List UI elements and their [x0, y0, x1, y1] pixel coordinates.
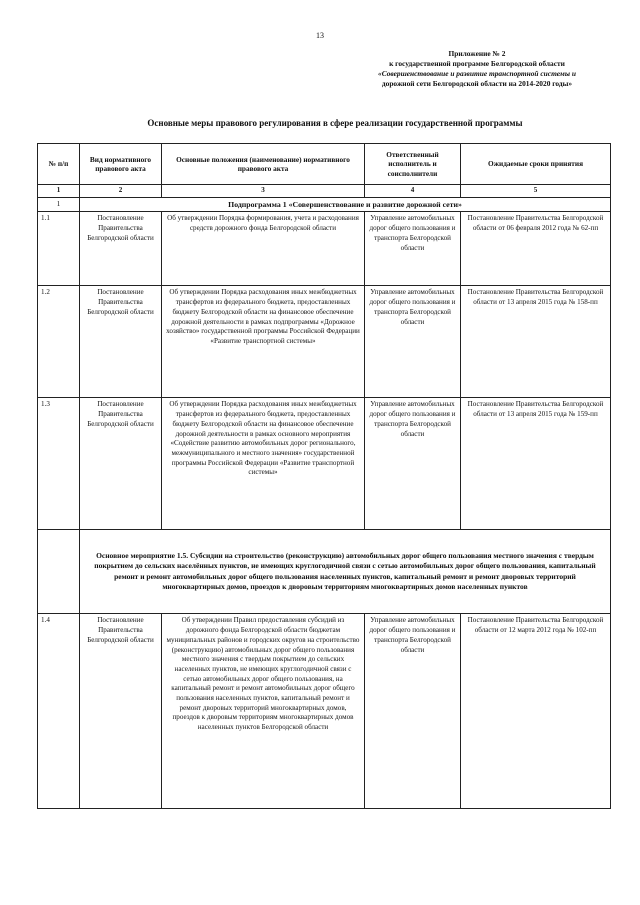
measure-row [38, 530, 611, 614]
header-content: Основные положения (наименование) нормативного правового акта [162, 144, 365, 185]
deadline: Постановление Правительства Белгородской области от 13 апреля 2015 года № 158-пп [461, 286, 611, 398]
header-executor: Ответственный исполнитель и соисполнители [365, 144, 461, 185]
measure-title: Основное мероприятие 1.5. Субсидии на строительство (реконструкцию) автомобильных дорог общего пользования местного значения с твердым покрытием до сельских населённых пунктов, не имеющих круглогодичной связи с сетью автомобильных дорог общего пользования, капитальный ремонт и ремонт автомобильных дорог общего пользования населенных пунктов, капитальный ремонт и ремонт дворовых территорий многоквартирных домов, проездов к дворовым территориям многоквартирных домов населенных пунктов [80, 530, 611, 614]
subprogram-title: Подпрограмма 1 «Совершенствование и развитие дорожной сети» [80, 197, 611, 212]
regulation-table [37, 143, 611, 809]
executor: Управление автомобильных дорог общего пользования и транспорта Белгородской области [365, 614, 461, 809]
deadline: Постановление Правительства Белгородской области от 06 февраля 2012 года № 62-пп [461, 212, 611, 286]
appendix-header [372, 49, 582, 89]
document-title: Основные меры правового регулирования в сфере реализации государственной программы [147, 118, 523, 128]
act-type: Постановление Правительства Белгородской области [80, 614, 162, 809]
table-row [38, 212, 611, 286]
row-number: 1.4 [38, 614, 80, 809]
column-index: 2 [80, 185, 162, 198]
row-number: 1.2 [38, 286, 80, 398]
executor: Управление автомобильных дорог общего пользования и транспорта Белгородской области [365, 212, 461, 286]
act-content: Об утверждении Правил предоставления субсидий из дорожного фонда Белгородской области бюджетам муниципальных районов и городских округов на строительство (реконструкцию) автомобильных дорог общего пользования местного значения с твердым покрытием до сельских населенных пунктов, не имеющих круглогодичной связи с сетью автомобильных дорог общего пользования, на капитальный ремонт и ремонт автомобильных дорог общего пользования населенных пунктов, капитальный ремонт и ремонт дворовых территорий многоквартирных домов, проездов к дворовым территориям многоквартирных домов населенных пунктов Белгородской области [162, 614, 365, 809]
appendix-line-2: «Совершенствование и развитие транспортной системы и [378, 69, 576, 78]
act-content: Об утверждении Порядка расходования иных межбюджетных трансфертов из федерального бюджета, предоставленных бюджету Белгородской области на финансовое обеспечение дорожной деятельности в рамках подпрограммы «Дорожное хозяйство» государственной программы Российской Федерации «Развитие транспортной системы» [162, 286, 365, 398]
appendix-line-3: дорожной сети Белгородской области на 2014-2020 годы» [381, 79, 573, 88]
appendix-title: Приложение № 2 [448, 49, 506, 58]
page-number: 13 [316, 31, 324, 40]
column-index: 3 [162, 185, 365, 198]
table-row [38, 614, 611, 809]
header-deadline: Ожидаемые сроки принятия [461, 144, 611, 185]
column-index-row [38, 185, 611, 198]
header-number: № п/п [38, 144, 80, 185]
act-content: Об утверждении Порядка формирования, учета и расходования средств дорожного фонда Белгородской области [162, 212, 365, 286]
act-type: Постановление Правительства Белгородской области [80, 398, 162, 530]
act-type: Постановление Правительства Белгородской области [80, 286, 162, 398]
measure-number-cell [38, 530, 80, 614]
subprogram-row [38, 197, 611, 212]
table-header-row [38, 144, 611, 185]
act-content: Об утверждении Порядка расходования иных межбюджетных трансфертов из федерального бюджета, предоставленных бюджету Белгородской области на финансовое обеспечение дорожной деятельности в рамках основного мероприятия «Содействие развитию автомобильных дорог регионального, межмуниципального и местного значения» государственной программы Российской Федерации «Развитие транспортной системы» [162, 398, 365, 530]
act-type: Постановление Правительства Белгородской области [80, 212, 162, 286]
appendix-line-1: к государственной программе Белгородской области [389, 59, 565, 68]
table-row [38, 286, 611, 398]
header-act-type: Вид нормативного правового акта [80, 144, 162, 185]
column-index: 1 [38, 185, 80, 198]
executor: Управление автомобильных дорог общего пользования и транспорта Белгородской области [365, 398, 461, 530]
executor: Управление автомобильных дорог общего пользования и транспорта Белгородской области [365, 286, 461, 398]
deadline: Постановление Правительства Белгородской области от 13 апреля 2015 года № 159-пп [461, 398, 611, 530]
column-index: 5 [461, 185, 611, 198]
row-number: 1.1 [38, 212, 80, 286]
table-row [38, 398, 611, 530]
deadline: Постановление Правительства Белгородской области от 12 марта 2012 года № 102-пп [461, 614, 611, 809]
row-number: 1.3 [38, 398, 80, 530]
subprogram-number: 1 [38, 197, 80, 212]
column-index: 4 [365, 185, 461, 198]
